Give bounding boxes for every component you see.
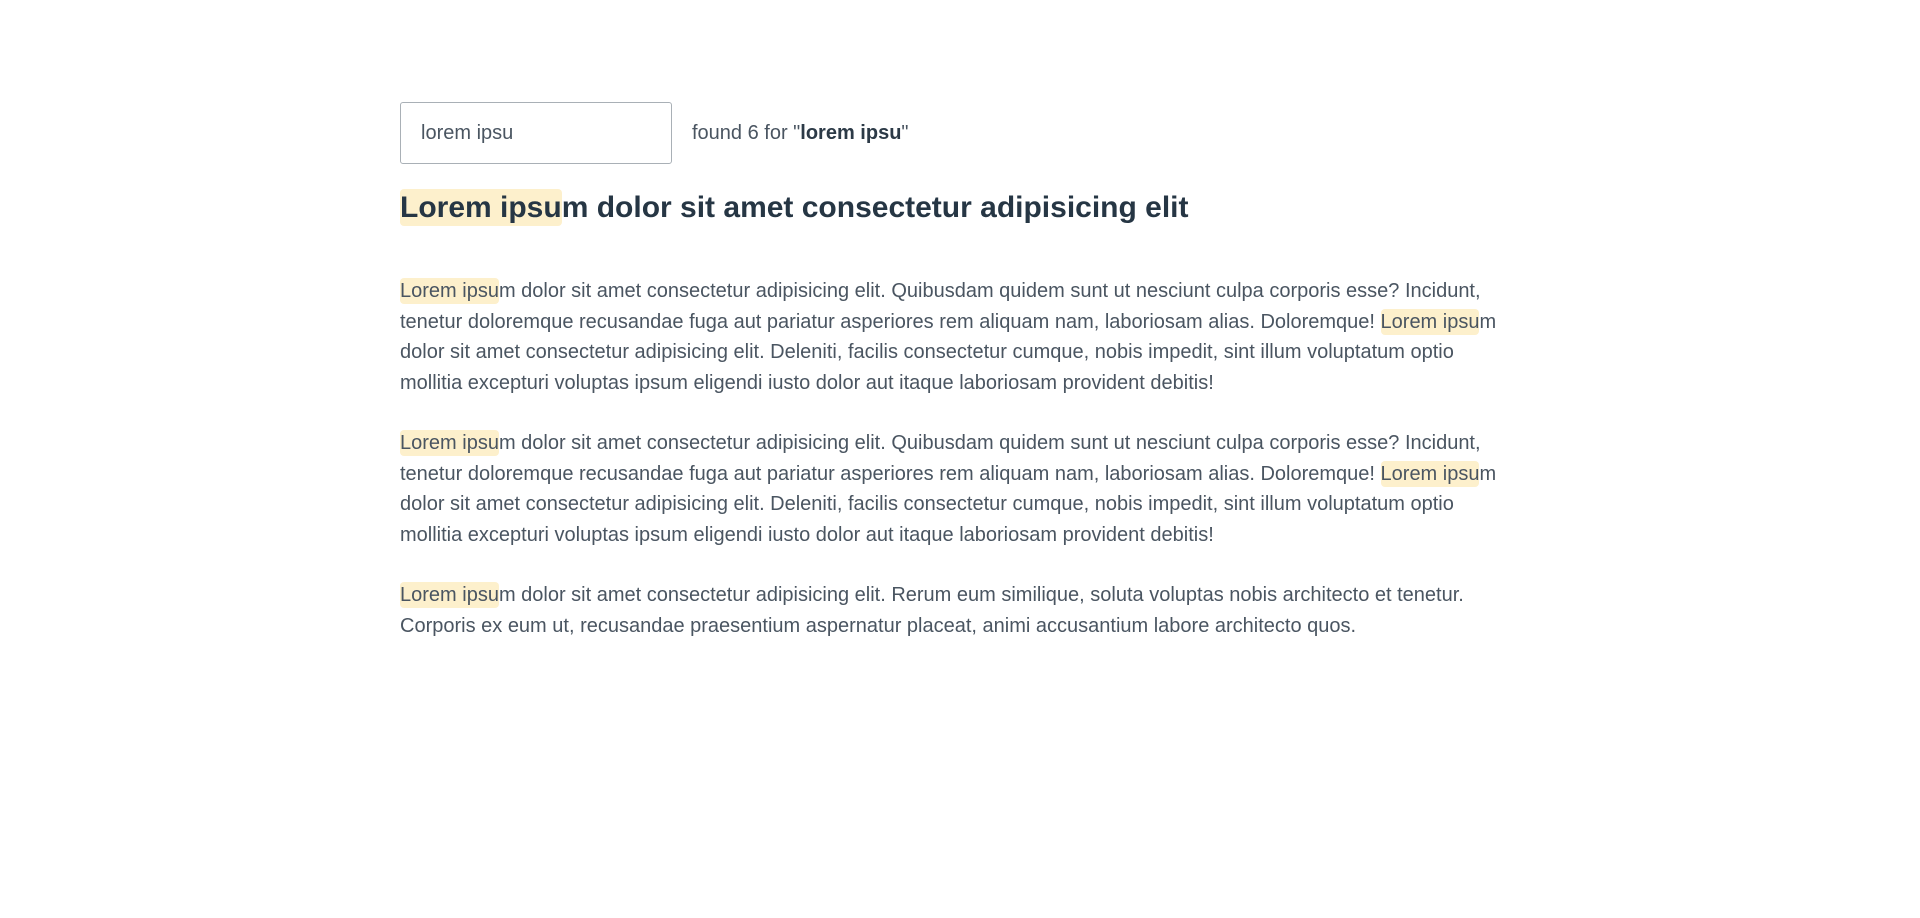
search-row <box>400 102 1520 164</box>
result-query: lorem ipsu <box>800 121 902 144</box>
match-highlight: Lorem ipsu <box>400 280 499 302</box>
result-suffix: " <box>901 121 909 144</box>
result-summary <box>692 122 909 145</box>
match-highlight: Lorem ipsu <box>1380 310 1480 333</box>
paragraph-text: m dolor sit amet consectetur adipisicing elit. Deleniti, facilis consectetur cumque, nobis impedit, sint illum voluptatum optio mollitia excepturi voluptas ipsum eligendi iusto dolor aut itaque laboriosam provident debitis! <box>400 462 1497 546</box>
heading-highlight: Lorem ipsu <box>400 191 562 224</box>
paragraph-text: m dolor sit amet consectetur adipisicing elit. Quibusdam quidem sunt ut nesciunt culpa corporis esse? Incidunt, tenetur doloremque recusandae fuga aut pariatur asperiores rem aliquam nam, laboriosam alias. Doloremque! <box>400 432 1481 485</box>
heading-text: m dolor sit amet consectetur adipisicing elit <box>561 191 1189 224</box>
paragraph-1 <box>400 276 1520 398</box>
paragraph-text: m dolor sit amet consectetur adipisicing elit. Rerum eum similique, soluta voluptas nobis architecto et tenetur. Corporis ex eum ut, recusandae praesentium aspernatur placeat, animi accusantium labore architecto quos. <box>400 584 1464 637</box>
search-page <box>400 102 1520 671</box>
match-highlight: Lorem ipsu <box>1380 462 1480 485</box>
search-input[interactable] <box>400 102 672 164</box>
paragraph-3 <box>400 580 1520 641</box>
paragraph-2 <box>400 428 1520 550</box>
match-highlight: Lorem ipsu <box>400 432 499 454</box>
match-highlight: Lorem ipsu <box>400 584 499 606</box>
content <box>400 276 1520 641</box>
result-prefix: found 6 for " <box>692 121 801 144</box>
paragraph-text: m dolor sit amet consectetur adipisicing elit. Deleniti, facilis consectetur cumque, nobis impedit, sint illum voluptatum optio mollitia excepturi voluptas ipsum eligendi iusto dolor aut itaque laboriosam provident debitis! <box>400 310 1497 394</box>
paragraph-text: m dolor sit amet consectetur adipisicing elit. Quibusdam quidem sunt ut nesciunt culpa corporis esse? Incidunt, tenetur doloremque recusandae fuga aut pariatur asperiores rem aliquam nam, laboriosam alias. Doloremque! <box>400 280 1481 333</box>
page-heading <box>400 188 1520 228</box>
